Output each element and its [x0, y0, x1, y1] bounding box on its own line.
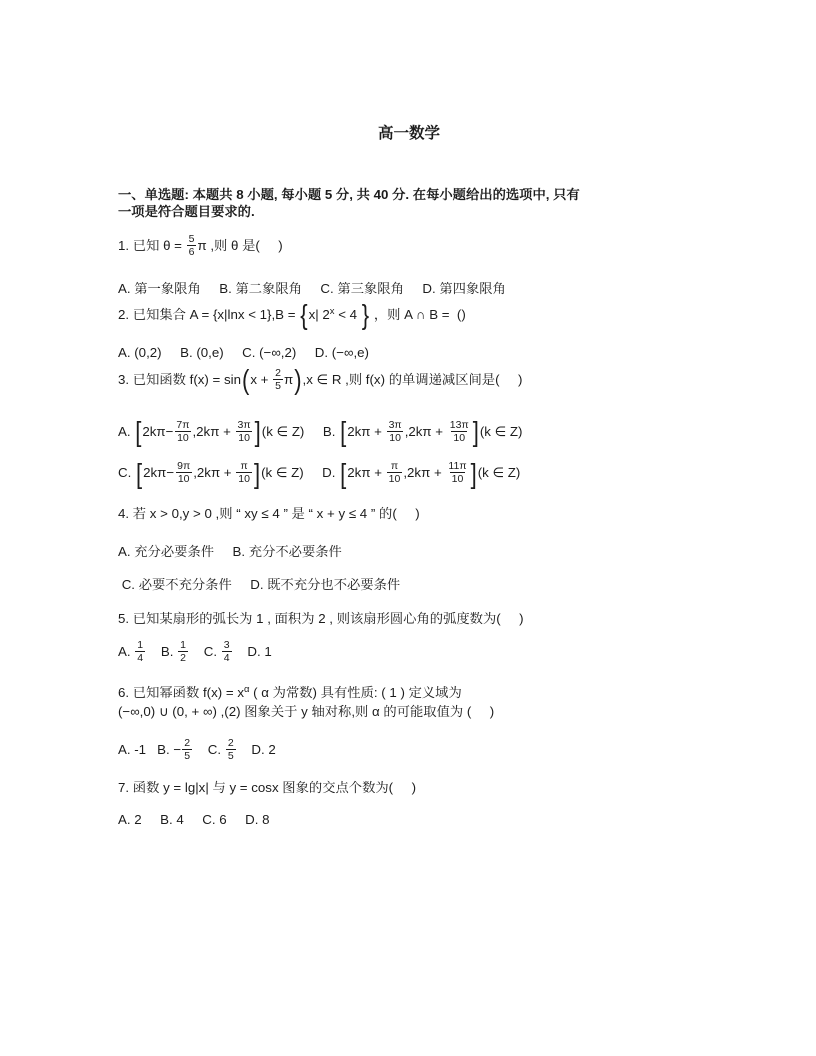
text-segment: (k ∈ Z) — [479, 424, 523, 440]
text-segment: 2kπ− — [143, 465, 175, 481]
fraction — [177, 639, 189, 664]
text-segment: π — [284, 372, 294, 388]
superscript: α — [243, 683, 250, 695]
fraction — [386, 460, 404, 485]
text-segment: ,2kπ + — [192, 424, 235, 440]
text-segment: < 4 — [334, 307, 361, 323]
fraction — [386, 419, 405, 444]
text-segment: C. — [118, 465, 135, 481]
text-segment: A. -1 B. − — [118, 741, 182, 757]
fraction-numerator: 11π — [448, 460, 467, 473]
question-5-options — [118, 640, 700, 665]
fraction-numerator: π — [240, 460, 248, 473]
big-delimiter: ( — [242, 363, 250, 396]
question-4-options-ab — [118, 543, 700, 560]
text-segment: D. 1 — [232, 643, 272, 659]
text-segment: A. — [118, 643, 135, 659]
section-header — [118, 186, 700, 220]
question-4-stem — [118, 505, 700, 522]
big-delimiter: [ — [135, 415, 142, 448]
question-7-options — [118, 811, 700, 828]
text-segment: (k ∈ Z) B. — [261, 424, 340, 440]
text-segment: C. — [193, 741, 225, 757]
fraction-denominator: 10 — [177, 473, 190, 486]
text-segment: A. 2 B. 4 C. 6 D. 8 — [118, 811, 270, 827]
question-4-options-cd — [118, 576, 700, 593]
text-segment: 2kπ + — [347, 424, 386, 440]
question-3-stem — [118, 363, 700, 396]
fraction-denominator: 10 — [238, 473, 250, 486]
section-header-line1: 一、单选题: 本题共 8 小题, 每小题 5 分, 共 40 分. 在每小题给出的选项中, 只有 — [118, 187, 580, 202]
text-segment: 2. 已知集合 A = {x|lnx < 1},B = — [118, 307, 300, 323]
fraction-numerator: 3π — [237, 419, 251, 432]
fraction — [272, 367, 284, 392]
text-segment: C. 必要不充分条件 D. 既不充分也不必要条件 — [118, 576, 401, 592]
fraction-denominator: 5 — [227, 749, 234, 762]
text-segment: 5. 已知某扇形的弧长为 1 , 面积为 2 , 则该扇形圆心角的弧度数为( ) — [118, 610, 524, 626]
question-7-stem — [118, 779, 700, 796]
text-segment: x| 2 — [308, 307, 330, 323]
question-3-options-cd — [118, 456, 700, 489]
text-segment: ,2kπ + — [193, 465, 236, 481]
question-6-stem-line2 — [118, 703, 700, 720]
big-delimiter: { — [300, 298, 308, 331]
fraction-numerator: 1 — [137, 638, 144, 651]
big-delimiter: } — [361, 298, 370, 331]
big-delimiter: ] — [253, 456, 261, 489]
fraction-denominator: 10 — [389, 432, 401, 445]
fraction — [134, 639, 146, 664]
fraction-denominator: 10 — [177, 432, 189, 445]
text-segment: (−∞,0) ∪ (0, + ∞) ,(2) 图象关于 y 轴对称,则 α 的可能取值为 ( ) — [118, 703, 495, 719]
text-segment: 2kπ + — [347, 465, 386, 481]
big-delimiter: ] — [472, 415, 479, 448]
text-segment: A. — [118, 424, 135, 440]
fraction — [186, 233, 198, 258]
text-segment: B. — [146, 643, 178, 659]
text-segment: 4. 若 x > 0,y > 0 ,则 “ xy ≤ 4 ” 是 “ x + y ≤ 4 ” 的( ) — [118, 505, 420, 521]
text-segment: 1. 已知 θ = — [118, 238, 186, 254]
fraction-denominator: 4 — [223, 651, 230, 664]
fraction-numerator: 7π — [176, 419, 190, 432]
fraction — [445, 460, 469, 485]
question-1-stem — [118, 234, 700, 259]
text-segment: x + — [250, 372, 273, 388]
question-1-options — [118, 280, 700, 297]
fraction — [181, 737, 193, 762]
text-segment: ( α 为常数) 具有性质: ( 1 ) 定义域为 — [249, 684, 462, 700]
big-delimiter: [ — [136, 456, 143, 489]
fraction-denominator: 10 — [238, 432, 250, 445]
big-delimiter: ] — [470, 456, 477, 489]
fraction-denominator: 10 — [388, 473, 401, 486]
fraction — [174, 460, 193, 485]
page-title: 高一数学 — [377, 125, 440, 142]
fraction-numerator: 9π — [177, 460, 191, 473]
text-segment: D. 2 — [236, 741, 276, 757]
text-segment: C. — [189, 643, 221, 659]
fraction-denominator: 5 — [184, 749, 191, 762]
text-segment: ，则 A ∩ B = () — [370, 307, 466, 323]
question-3-options-ab — [118, 415, 700, 448]
fraction — [221, 639, 233, 664]
text-segment: ,2kπ + — [403, 465, 446, 481]
fraction — [235, 460, 253, 485]
fraction-numerator: 13π — [449, 419, 469, 432]
text-segment: ,2kπ + — [404, 424, 447, 440]
fraction-numerator: 1 — [180, 638, 186, 651]
question-6-options — [118, 738, 700, 763]
text-segment: π ,则 θ 是( ) — [197, 238, 283, 254]
fraction — [225, 737, 237, 762]
fraction-numerator: π — [390, 460, 399, 473]
fraction-denominator: 10 — [453, 432, 466, 445]
text-segment: 6. 已知幂函数 f(x) = x — [118, 684, 244, 700]
fraction — [447, 419, 472, 444]
big-delimiter: ) — [294, 363, 302, 396]
fraction-numerator: 3 — [223, 638, 230, 651]
fraction-numerator: 3π — [388, 419, 402, 432]
text-segment: (k ∈ Z) D. — [261, 465, 340, 481]
fraction-denominator: 10 — [451, 473, 464, 486]
big-delimiter: [ — [340, 415, 347, 448]
fraction-denominator: 2 — [180, 651, 186, 664]
fraction-numerator: 2 — [184, 736, 191, 749]
question-2-options — [118, 344, 700, 361]
section-header-line2: 一项是符合题目要求的. — [118, 204, 255, 219]
fraction-denominator: 5 — [275, 380, 281, 393]
text-segment: 2kπ− — [142, 424, 174, 440]
text-segment: (k ∈ Z) — [477, 465, 521, 481]
big-delimiter: ] — [254, 415, 261, 448]
fraction-numerator: 5 — [188, 233, 195, 245]
question-2-stem — [118, 298, 700, 331]
text-segment: 7. 函数 y = lg|x| 与 y = cosx 图象的交点个数为( ) — [118, 779, 417, 795]
text-segment: A. (0,2) B. (0,e) C. (−∞,2) D. (−∞,e) — [118, 345, 369, 361]
fraction-numerator: 2 — [275, 367, 281, 380]
text-segment: A. 第一象限角 B. 第二象限角 C. 第三象限角 D. 第四象限角 — [118, 281, 506, 297]
fraction-denominator: 4 — [137, 651, 144, 664]
fraction-denominator: 6 — [188, 246, 195, 259]
fraction — [173, 419, 192, 444]
question-6-stem-line1 — [118, 684, 700, 703]
question-5-stem — [118, 610, 700, 627]
fraction-numerator: 2 — [227, 736, 234, 749]
fraction — [235, 419, 254, 444]
text-segment: ,x ∈ R ,则 f(x) 的单调递减区间是( ) — [302, 372, 523, 388]
superscript: x — [329, 306, 335, 318]
text-segment: 3. 已知函数 f(x) = sin — [118, 372, 242, 388]
big-delimiter: [ — [340, 456, 347, 489]
text-segment: A. 充分必要条件 B. 充分不必要条件 — [118, 543, 342, 559]
